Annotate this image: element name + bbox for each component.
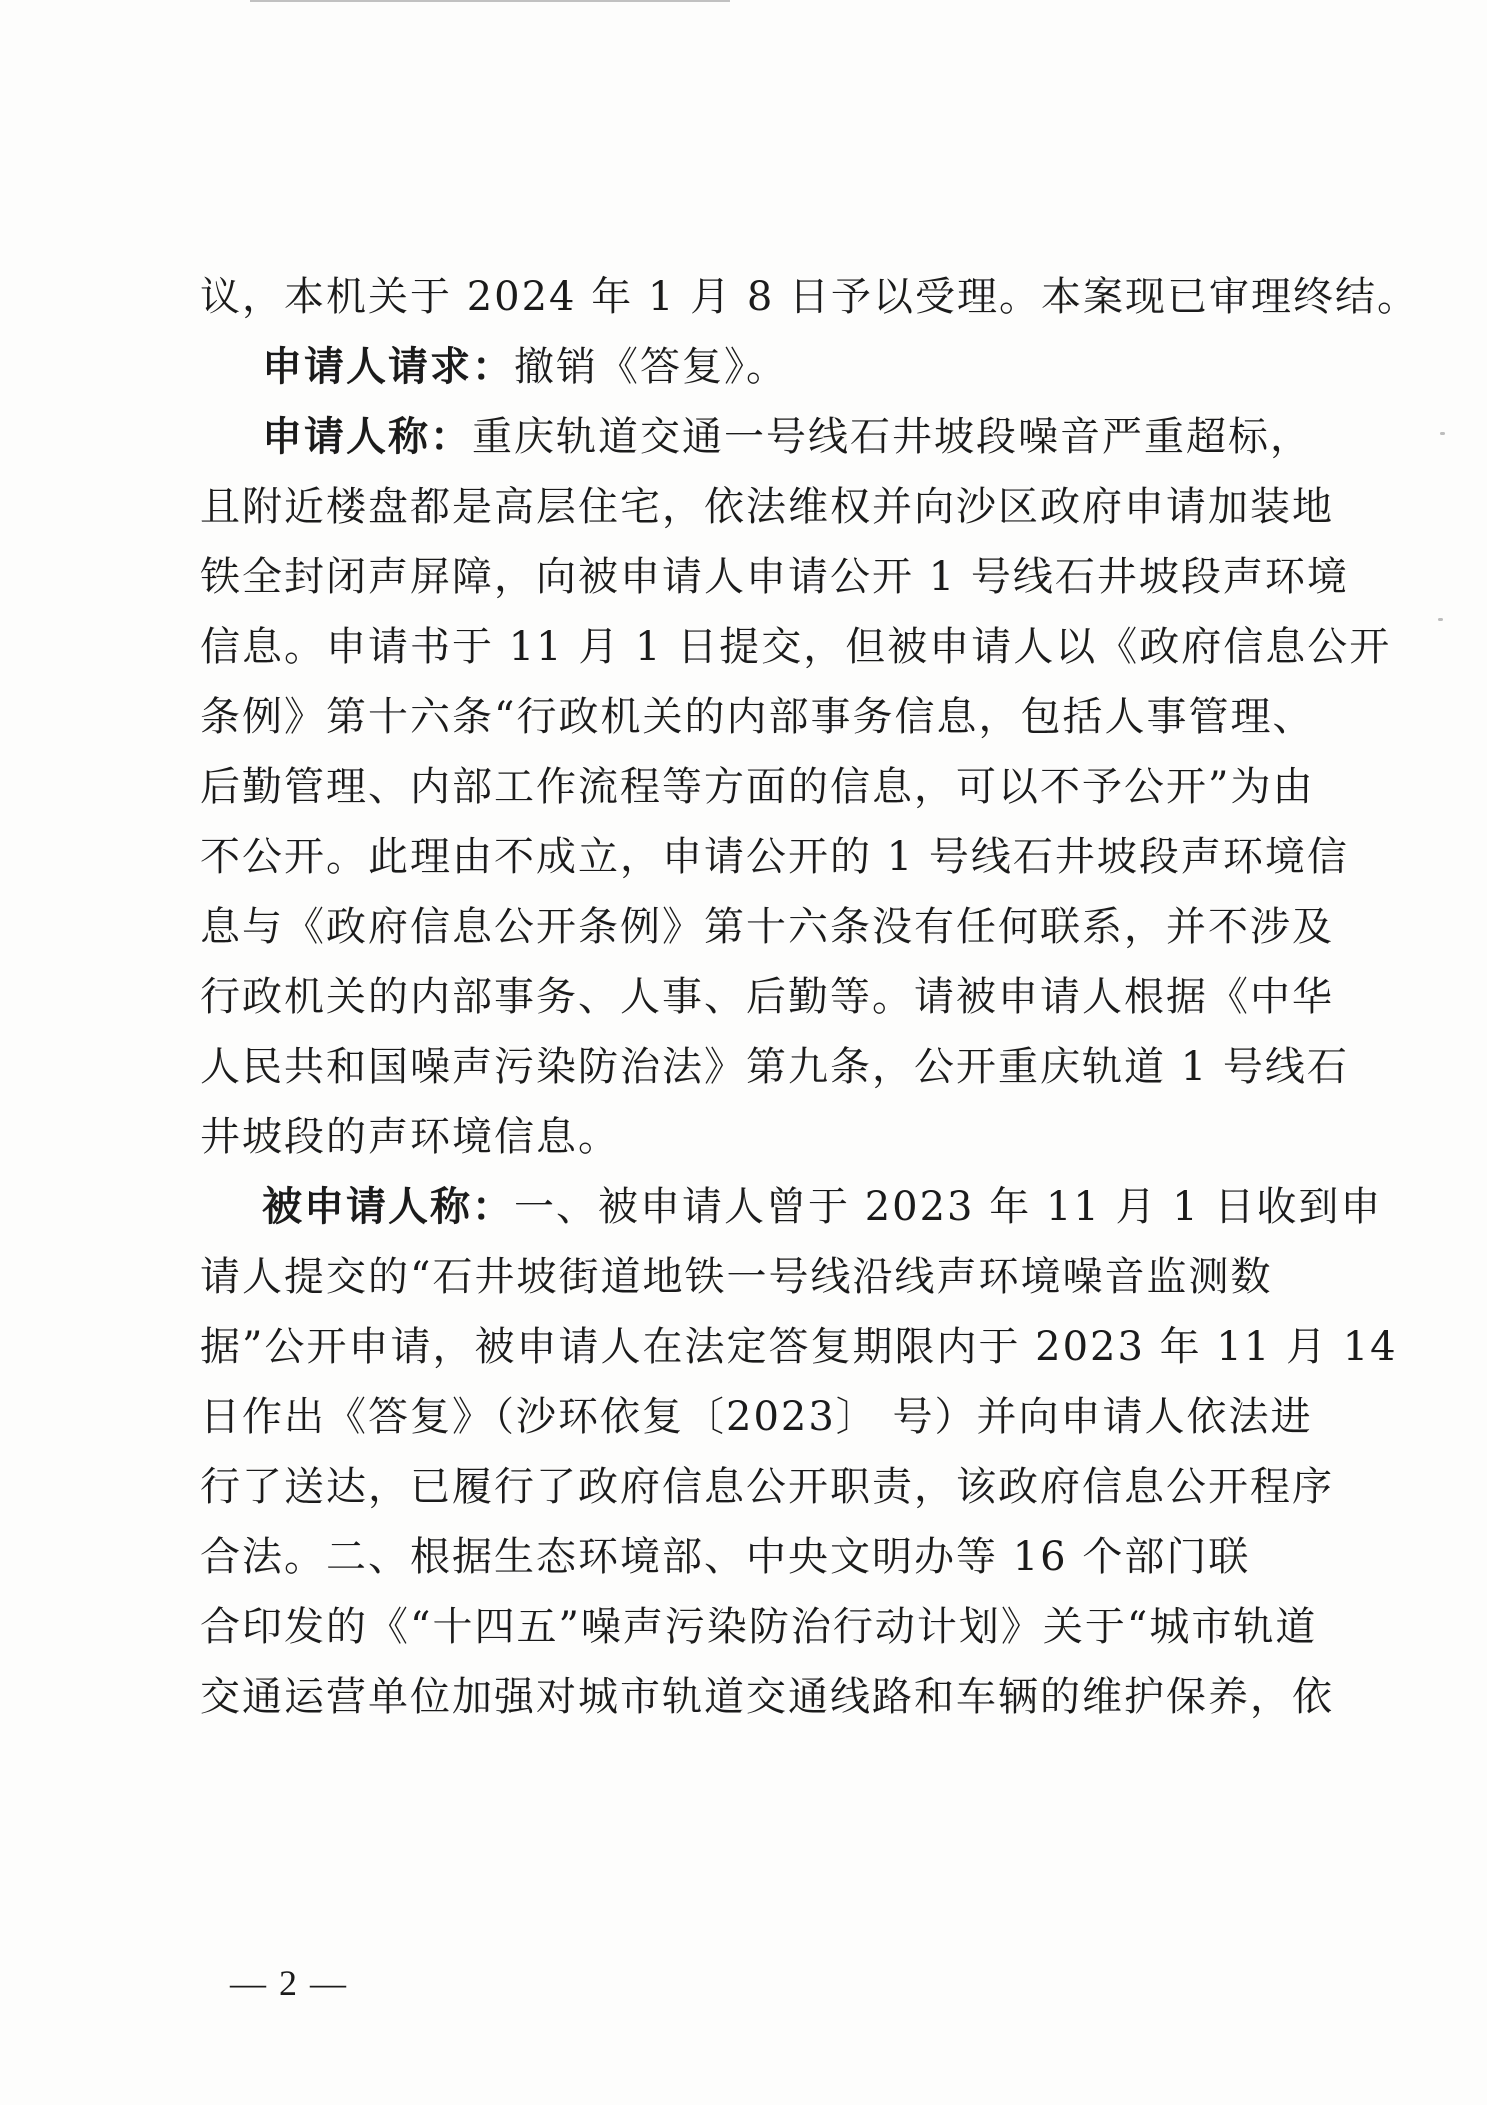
scan-speck: [1440, 432, 1445, 435]
line-text: 合印发的《“十四五”噪声污染防治行动计划》关于“城市轨道: [200, 1604, 1318, 1650]
line-text: 日作出《答复》（沙环依复〔2023〕 号）并向申请人依法进: [200, 1394, 1313, 1440]
document-body: [200, 262, 1419, 1732]
text-line: [200, 1102, 1320, 1172]
line-text: 行政机关的内部事务、人事、后勤等。请被申请人根据《中华: [200, 974, 1334, 1020]
line-text: 井坡段的声环境信息。: [200, 1114, 620, 1160]
paragraph: [200, 332, 1320, 402]
line-text: 条例》第十六条“行政机关的内部事务信息，包括人事管理、: [200, 694, 1315, 740]
page-number: — 2 —: [230, 1963, 348, 2003]
text-line: [200, 962, 1334, 1032]
paragraph: [200, 1172, 1398, 1732]
line-text: 铁全封闭声屏障，向被申请人申请公开 1 号线石井坡段声环境: [200, 554, 1349, 600]
scan-speck: [1438, 618, 1443, 621]
paragraph-lead-label: 申请人称：: [262, 414, 472, 460]
text-line: [200, 612, 1392, 682]
paragraph-lead-label: 申请人请求：: [262, 344, 514, 390]
text-line: [200, 1312, 1398, 1382]
line-text: 人民共和国噪声污染防治法》第九条，公开重庆轨道 1 号线石: [200, 1044, 1349, 1090]
text-line: [200, 472, 1334, 542]
text-line: [200, 1522, 1320, 1592]
paragraph-lead-label: 被申请人称：: [262, 1184, 514, 1230]
text-line: [200, 1172, 1383, 1242]
scan-edge-line: [250, 0, 730, 2]
paragraph: [200, 262, 1419, 332]
text-line: [200, 262, 1419, 332]
line-text: 息与《政府信息公开条例》第十六条没有任何联系，并不涉及: [200, 904, 1334, 950]
text-line: [200, 1592, 1320, 1662]
text-line: [200, 822, 1349, 892]
line-text: 合法。二、根据生态环境部、中央文明办等 16 个部门联: [200, 1534, 1251, 1580]
text-line: [200, 542, 1349, 612]
line-text: 交通运营单位加强对城市轨道交通线路和车辆的维护保养，依: [200, 1674, 1334, 1720]
text-line: [200, 682, 1320, 752]
line-text: 且附近楼盘都是高层住宅，依法维权并向沙区政府申请加装地: [200, 484, 1334, 530]
text-line: [200, 752, 1320, 822]
line-text: 一、被申请人曾于 2023 年 11 月 1 日收到申: [514, 1184, 1383, 1230]
line-text: 后勤管理、内部工作流程等方面的信息，可以不予公开”为由: [200, 764, 1315, 810]
text-line: [200, 892, 1334, 962]
text-line: [200, 1382, 1320, 1452]
text-line: [200, 1452, 1334, 1522]
line-text: 重庆轨道交通一号线石井坡段噪音严重超标，: [472, 414, 1312, 460]
line-text: 据”公开申请，被申请人在法定答复期限内于 2023 年 11 月 14: [200, 1324, 1398, 1370]
text-line: [200, 1242, 1320, 1312]
text-line: [200, 1032, 1349, 1102]
line-text: 信息。申请书于 11 月 1 日提交，但被申请人以《政府信息公开: [200, 624, 1392, 670]
text-line: [200, 1662, 1334, 1732]
text-line: [200, 402, 1320, 472]
line-text: 行了送达，已履行了政府信息公开职责，该政府信息公开程序: [200, 1464, 1334, 1510]
line-text: 议，本机关于 2024 年 1 月 8 日予以受理。本案现已审理终结。: [200, 274, 1419, 320]
paragraph: [200, 402, 1392, 1172]
line-text: 不公开。此理由不成立，申请公开的 1 号线石井坡段声环境信: [200, 834, 1349, 880]
line-text: 请人提交的“石井坡街道地铁一号线沿线声环境噪音监测数: [200, 1254, 1273, 1300]
line-text: 撤销《答复》。: [514, 344, 788, 390]
text-line: [200, 332, 1320, 402]
